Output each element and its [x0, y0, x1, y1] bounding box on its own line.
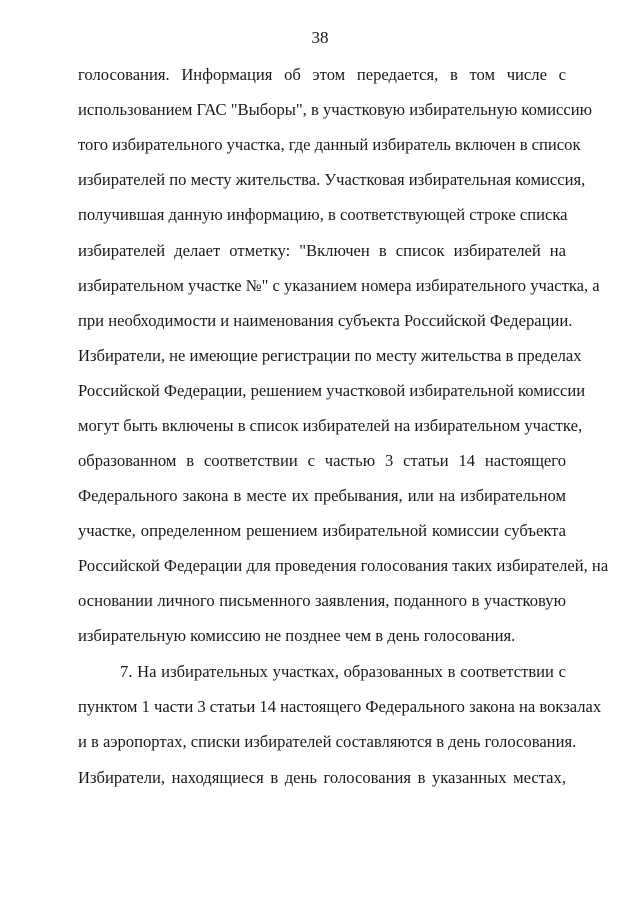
- text-line: голосования. Информация об этом передается, в том числе с: [78, 65, 566, 84]
- text-line: избирателей делает отметку: "Включен в список избирателей на: [78, 241, 566, 260]
- text-line: пунктом 1 части 3 статьи 14 настоящего Федерального закона на вокзалах: [78, 697, 602, 716]
- text-line: избирательную комиссию не позднее чем в день голосования.: [78, 626, 516, 645]
- text-line: 7. На избирательных участках, образованных в соответствии с: [120, 662, 566, 681]
- page-number: 38: [311, 28, 329, 47]
- text-line: Российской Федерации, решением участковой избирательной комиссии: [78, 381, 586, 400]
- text-line: при необходимости и наименования субъекта Российской Федерации.: [78, 311, 573, 330]
- text-line: использованием ГАС "Выборы", в участковую избирательную комиссию: [78, 100, 592, 119]
- text-line: образованном в соответствии с частью 3 статьи 14 настоящего: [78, 451, 566, 470]
- text-line: получившая данную информацию, в соответствующей строке списка: [78, 205, 568, 224]
- text-line: и в аэропортах, списки избирателей составляются в день голосования.: [78, 732, 577, 751]
- text-line: основании личного письменного заявления, поданного в участковую: [78, 591, 566, 610]
- text-line: Российской Федерации для проведения голосования таких избирателей, на: [78, 556, 609, 575]
- text-line: Федерального закона в месте их пребывания, или на избирательном: [78, 486, 566, 505]
- text-line: участке, определенном решением избирательной комиссии субъекта: [78, 521, 566, 540]
- text-line: избирательном участке №" с указанием номера избирательного участка, а: [78, 276, 600, 295]
- text-line: того избирательного участка, где данный избиратель включен в список: [78, 135, 581, 154]
- text-line: Избиратели, находящиеся в день голосования в указанных местах,: [78, 768, 566, 787]
- text-line: избирателей по месту жительства. Участковая избирательная комиссия,: [78, 170, 586, 189]
- text-line: могут быть включены в список избирателей на избирательном участке,: [78, 416, 583, 435]
- text-line: Избиратели, не имеющие регистрации по месту жительства в пределах: [78, 346, 582, 365]
